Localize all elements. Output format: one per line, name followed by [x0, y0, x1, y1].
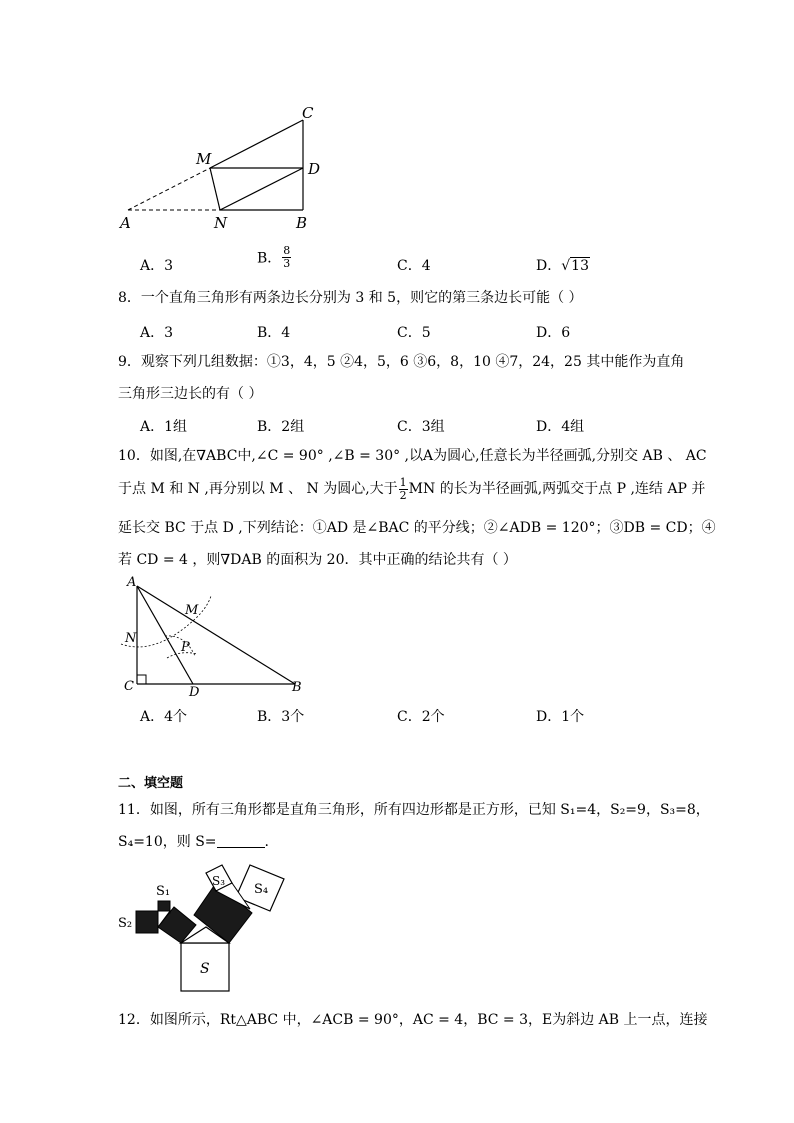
q10-stem-line2: [118, 474, 705, 504]
q8-option-a[interactable]: A．3: [140, 325, 174, 341]
q7-option-d-prefix: D．: [536, 258, 562, 274]
q7-option-b-prefix: B．: [257, 250, 282, 267]
q7-option-d-sqrt: [561, 258, 590, 274]
q10-option-c[interactable]: C．2个: [397, 709, 445, 725]
q7-option-a-value: 3: [164, 258, 174, 274]
line-mn: [210, 168, 220, 210]
q11-label-s: S: [200, 961, 210, 977]
q11-stem-line2: [118, 832, 269, 852]
q11-line2-pre: S₄=10，则 S=: [118, 834, 217, 850]
q7-option-c-value: 4: [421, 258, 431, 274]
q12-stem-line1: 12．如图所示，Rt△ABC 中，∠ACB = 90°，AC = 4，BC = 3，E为斜边 AB 上一点，连接: [118, 1012, 708, 1028]
q9-option-c[interactable]: C．3组: [397, 419, 445, 435]
label-n: N: [214, 214, 228, 232]
q11-label-s4: S₄: [254, 882, 269, 897]
q11-label-s2: S₂: [118, 916, 133, 931]
q10-label-m: M: [185, 603, 199, 618]
q8-option-d[interactable]: D．6: [536, 325, 571, 341]
q10-option-d[interactable]: D．1个: [536, 709, 585, 725]
figure-q11-squares: [116, 855, 296, 997]
q10-label-b: B: [292, 680, 302, 695]
q10-fraction-num: 1: [399, 475, 407, 489]
label-m: M: [196, 150, 212, 168]
q9-option-a[interactable]: A．1组: [140, 419, 188, 435]
label-c: C: [302, 104, 314, 122]
q8-stem: 8．一个直角三角形有两条边长分别为 3 和 5，则它的第三条边长可能（ ）: [118, 290, 583, 306]
q7-option-c-prefix: C．: [397, 258, 422, 274]
q11-line2-post: .: [264, 834, 269, 850]
q10-stem-line3: 延长交 BC 于点 D ,下列结论：①AD 是∠BAC 的平分线；②∠ADB = 120°；③DB = CD；④: [118, 520, 716, 536]
q7-option-c[interactable]: [397, 255, 431, 275]
q9-option-b[interactable]: B．2组: [257, 419, 305, 435]
q11-label-s1: S₁: [156, 884, 171, 899]
q10-label-d: D: [189, 685, 200, 700]
q9-stem-line1: 9．观察下列几组数据：①3，4，5 ②4，5，6 ③6，8，10 ④7，24，25 其中能作为直角: [118, 354, 685, 370]
q8-option-b[interactable]: B．4: [257, 325, 291, 341]
figure-triangle-mn: [110, 100, 340, 235]
section-fill-in-title: 二、填空题: [118, 776, 184, 791]
q10-stem-line1: 10．如图,在∇ABC中,∠C = 90° ,∠B = 30° ,以A为圆心,任意长为半径画弧,分别交 AB 、 AC: [118, 448, 707, 464]
q7-option-b[interactable]: [257, 245, 292, 270]
sqrt-radicand: 13: [571, 258, 589, 274]
q11-black-s2: [136, 911, 158, 933]
figure-q10-triangle: [115, 574, 315, 700]
label-a: A: [120, 214, 131, 232]
sqrt-sign: √: [561, 258, 571, 274]
q7-option-d[interactable]: [536, 255, 590, 275]
q7-option-a[interactable]: [140, 255, 173, 275]
q8-option-c[interactable]: C．5: [397, 325, 431, 341]
q9-stem-line2: 三角形三边长的有（ ）: [118, 386, 263, 402]
q10-right-angle-mark: [137, 675, 146, 684]
q7-option-b-denominator: 3: [283, 257, 291, 270]
q11-label-s3: S₃: [212, 874, 226, 888]
q7-option-a-prefix: A．: [140, 258, 165, 274]
q7-option-b-fraction: [282, 245, 291, 270]
q10-line-ad: [137, 586, 193, 684]
q10-label-a: A: [127, 575, 137, 590]
q10-option-b[interactable]: B．3个: [257, 709, 305, 725]
q10-line2-pre: 于点 M 和 N ,再分别以 M 、 N 为圆心,大于: [118, 481, 398, 497]
q10-line-ab: [137, 586, 295, 684]
q11-stem-line1: 11．如图，所有三角形都是直角三角形，所有四边形都是正方形，已知 S₁=4，S₂=9，S₃=8，: [118, 802, 710, 818]
q10-label-p: P: [181, 640, 190, 655]
q7-option-b-numerator: 8: [283, 244, 291, 257]
q10-fraction-den: 2: [399, 488, 407, 502]
q10-option-a[interactable]: A．4个: [140, 709, 188, 725]
q9-option-d[interactable]: D．4组: [536, 419, 585, 435]
label-d: D: [308, 160, 321, 178]
q10-label-c: C: [124, 679, 134, 694]
q10-fraction-half: [399, 477, 408, 502]
dashed-line-am: [128, 168, 210, 210]
q10-stem-line4: 若 CD = 4 ，则∇DAB 的面积为 20．其中正确的结论共有（ ）: [118, 552, 517, 568]
q10-line2-post: MN 的长为半径画弧,两弧交于点 P ,连结 AP 并: [408, 481, 706, 497]
label-b: B: [296, 214, 308, 232]
line-mc: [210, 120, 303, 168]
q10-label-n: N: [125, 631, 137, 646]
q11-answer-blank[interactable]: [217, 833, 265, 848]
line-nd: [220, 168, 303, 210]
